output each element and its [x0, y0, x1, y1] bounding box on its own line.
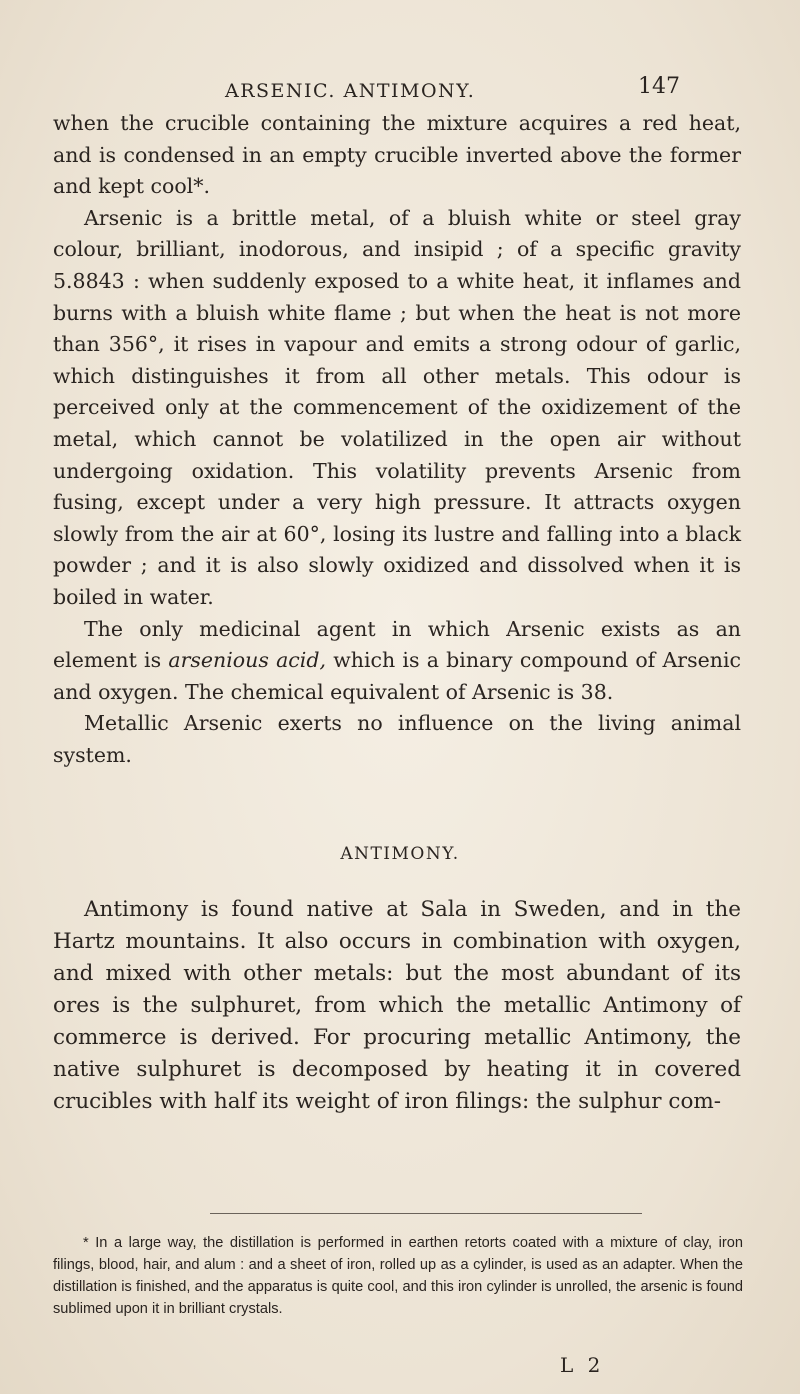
antimony-paragraph-1: Antimony is found native at Sala in Sweden, and in the Hartz mountains. It also occurs in combination with oxygen, and mixed with other metals: but the most abundant of its ores is the sulphuret, from which the metallic Antimony of commerce is derived. For procuring metallic Antimony, the native sulphuret is decomposed by heating it in covered crucibles with half its weight of iron filings: the sulphur com-	[53, 897, 741, 1114]
arsenious-acid-term: arsenious acid,	[168, 648, 326, 673]
footnote-text: * In a large way, the distillation is performed in earthen retorts coated with a mixture of clay, iron filings, blood, hair, and alum : and a sheet of iron, rolled up as a cylinder, is used as an adapter. When the distillation is finished, and the apparatus is quite cool, and this iron cylinder is unrolled, the arsenic is found sublimed upon it in brilliant crystals.	[53, 1235, 743, 1317]
arsenic-paragraph-1: when the crucible containing the mixture acquires a red heat, and is condensed in an empty crucible inverted above the former and kept cool*.	[53, 111, 741, 199]
running-head: ARSENIC. ANTIMONY.	[225, 80, 476, 102]
arsenic-section	[53, 108, 741, 771]
signature-mark: L 2	[560, 1353, 605, 1377]
page-number: 147	[638, 74, 680, 99]
arsenic-paragraph-3-start: The only medicinal agent in which Arsenic exists as an element is	[53, 616, 741, 673]
footnote-divider	[210, 1213, 642, 1214]
antimony-section	[53, 894, 741, 1118]
arsenic-paragraph-3	[53, 614, 741, 709]
arsenic-paragraph-2: Arsenic is a brittle metal, of a bluish white or steel gray colour, brilliant, inodorous, and insipid ; of a specific gravity 5.8843 : when suddenly exposed to a white heat, it inflames and burns with a bluish white flame ; but when the heat is not more than 356°, it rises in vapour and emits a strong odour of garlic, which distinguishes it from all other metals. This odour is perceived only at the commencement of the oxidizement of the metal, which cannot be volatilized in the open air without undergoing oxidation. This volatility prevents Arsenic from fusing, except under a very high pressure. It attracts oxygen slowly from the air at 60°, losing its lustre and falling into a black powder ; and it is also slowly oxidized and dissolved when it is boiled in water.	[53, 205, 741, 609]
arsenic-paragraph-3-end: which is a binary compound of Arsenic and oxygen. The chemical equivalent of Arsenic is 38.	[53, 648, 741, 704]
antimony-heading: ANTIMONY.	[340, 844, 460, 864]
arsenic-paragraph-4: Metallic Arsenic exerts no influence on the living animal system.	[53, 711, 741, 767]
footnote	[53, 1232, 743, 1320]
